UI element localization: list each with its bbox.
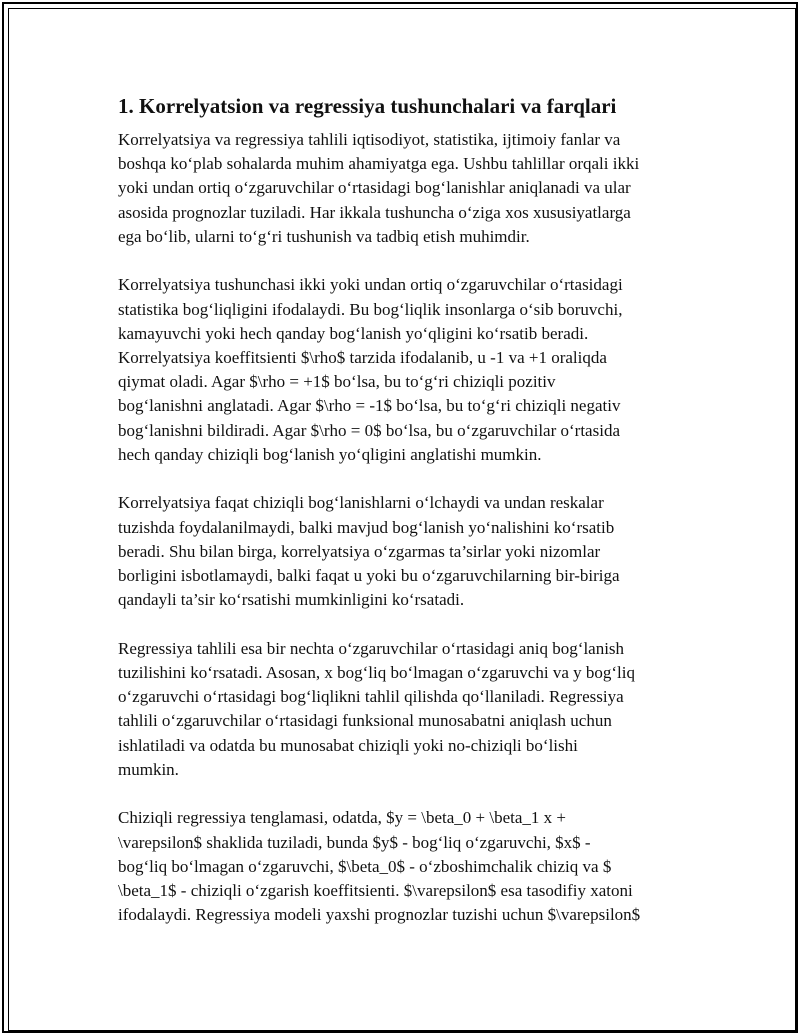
text-line: asosida prognozlar tuziladi. Har ikkala tushuncha o‘ziga xos xususiyatlarga [118,202,631,222]
text-line: ishlatiladi va odatda bu munosabat chiziqli yoki no-chiziqli bo‘lishi [118,735,578,755]
text-line: bog‘lanishni anglatadi. Agar $\rho = -1$ bo‘lsa, bu to‘g‘ri chiziqli negativ [118,396,621,416]
paragraph-linear-regression [118,806,688,927]
paragraph-correlation-definition [118,273,688,467]
text-line: boshqa ko‘plab sohalarda muhim ahamiyatga ega. Ushbu tahlillar orqali ikki [118,154,640,174]
text-line: tuzishda foydalanilmaydi, balki mavjud bog‘lanish yo‘nalishini ko‘rsatib [118,517,615,537]
paragraph-correlation-limits [118,491,688,612]
text-line: bog‘liq bo‘lmagan o‘zgaruvchi, $\beta_0$ - o‘zboshimchalik chiziq va $ [118,856,612,876]
text-line: Chiziqli regressiya tenglamasi, odatda, $y = \beta_0 + \beta_1 x + [118,808,566,828]
text-line: borligini isbotlamaydi, balki faqat u yoki bu o‘zgaruvchilarning bir-biriga [118,566,620,586]
document-body [118,92,688,952]
text-line: hech qanday chiziqli bog‘lanish yo‘qligini anglatishi mumkin. [118,444,542,464]
text-line: kamayuvchi yoki hech qanday bog‘lanish yo‘qligini ko‘rsatib beradi. [118,323,589,343]
text-line: \beta_1$ - chiziqli o‘zgarish koeffitsienti. $\varepsilon$ esa tasodifiy xatoni [118,881,633,901]
paragraph-regression-definition [118,637,688,782]
text-line: Korrelyatsiya faqat chiziqli bog‘lanishlarni o‘lchaydi va undan reskalar [118,493,604,513]
paragraph-intro [118,128,688,249]
text-line: Korrelyatsiya tushunchasi ikki yoki undan ortiq o‘zgaruvchilar o‘rtasidagi [118,275,623,295]
text-line: Korrelyatsiya va regressiya tahlili iqtisodiyot, statistika, ijtimoiy fanlar va [118,130,621,149]
text-line: Regressiya tahlili esa bir nechta o‘zgaruvchilar o‘rtasidagi aniq bog‘lanish [118,638,625,658]
text-line: o‘zgaruvchi o‘rtasidagi bog‘liqlikni tahlil qilishda qo‘llaniladi. Regressiya [118,687,624,707]
text-line: qandayli ta’sir ko‘rsatishi mumkinligini ko‘rsatadi. [118,590,465,610]
text-line: Korrelyatsiya koeffitsienti $\rho$ tarzida ifodalanib, u -1 va +1 oraliqda [118,348,607,368]
text-line: ifodalaydi. Regressiya modeli yaxshi prognozlar tuzishi uchun $\varepsilon$ [118,905,641,925]
text-line: \varepsilon$ shaklida tuziladi, bunda $y$ - bog‘liq o‘zgaruvchi, $x$ - [118,832,591,852]
text-line: tahlili o‘zgaruvchilar o‘rtasidagi funksional munosabatni aniqlash uchun [118,711,612,731]
text-line: qiymat oladi. Agar $\rho = +1$ bo‘lsa, bu to‘g‘ri chiziqli pozitiv [118,372,556,392]
text-line: yoki undan ortiq o‘zgaruvchilar o‘rtasidagi bog‘lanishlar aniqlanadi va ular [118,178,631,198]
text-line: mumkin. [118,759,179,779]
text-line: statistika bog‘liqligini ifodalaydi. Bu bog‘liqlik insonlarga o‘sib boruvchi, [118,299,623,319]
section-heading: 1. Korrelyatsion va regressiya tushunchalari va farqlari [118,94,617,118]
text-line: beradi. Shu bilan birga, korrelyatsiya o‘zgarmas ta’sirlar yoki nizomlar [118,541,601,561]
text-line: tuzilishini ko‘rsatadi. Asosan, x bog‘liq bo‘lmagan o‘zgaruvchi va y bog‘liq [118,663,635,683]
text-line: ega bo‘lib, ularni to‘g‘ri tushunish va tadbiq etish muhimdir. [118,226,530,246]
text-line: bog‘lanishni bildiradi. Agar $\rho = 0$ bo‘lsa, bu o‘zgaruvchilar o‘rtasida [118,420,620,440]
